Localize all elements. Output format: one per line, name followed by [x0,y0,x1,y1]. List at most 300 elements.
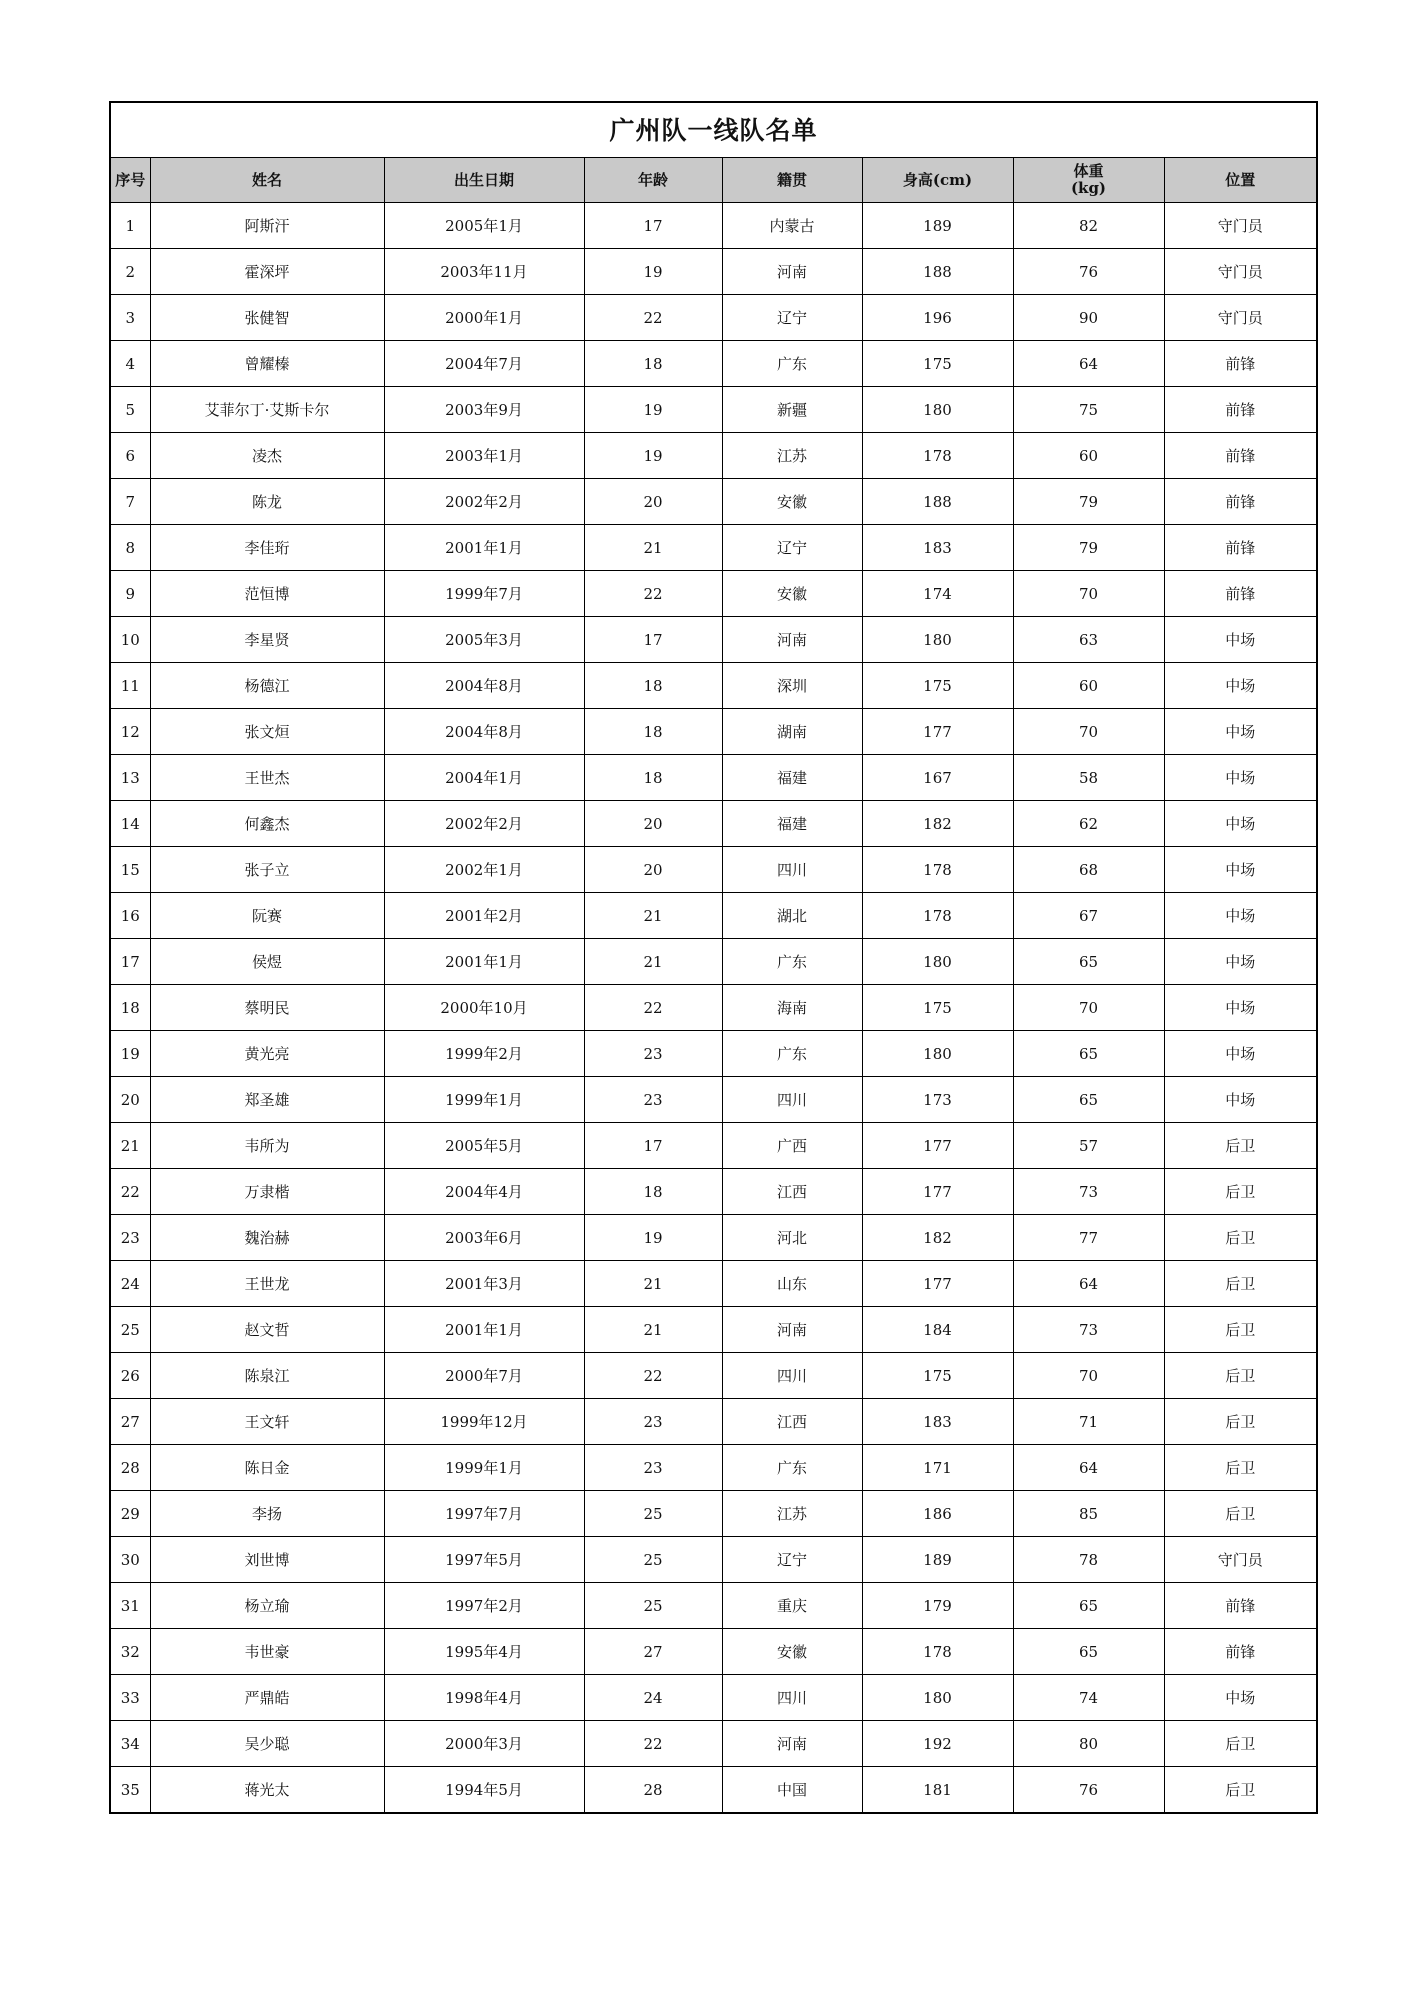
cell-origin: 广东 [722,1445,862,1491]
cell-age: 18 [584,755,722,801]
cell-weight: 65 [1013,1583,1164,1629]
cell-position: 后卫 [1164,1215,1317,1261]
cell-name: 李扬 [150,1491,384,1537]
cell-position: 前锋 [1164,571,1317,617]
cell-age: 23 [584,1399,722,1445]
table-row [110,571,1317,617]
table-row [110,1353,1317,1399]
cell-height: 180 [862,617,1013,663]
cell-height: 188 [862,479,1013,525]
cell-birth: 2001年2月 [384,893,584,939]
cell-position: 前锋 [1164,341,1317,387]
cell-position: 前锋 [1164,479,1317,525]
cell-weight: 82 [1013,203,1164,249]
cell-birth: 2003年6月 [384,1215,584,1261]
cell-index: 18 [110,985,150,1031]
cell-weight: 70 [1013,709,1164,755]
cell-weight: 65 [1013,939,1164,985]
cell-age: 18 [584,663,722,709]
cell-height: 177 [862,1261,1013,1307]
cell-name: 凌杰 [150,433,384,479]
cell-height: 175 [862,663,1013,709]
cell-origin: 山东 [722,1261,862,1307]
cell-name: 刘世博 [150,1537,384,1583]
cell-name: 陈龙 [150,479,384,525]
cell-weight: 62 [1013,801,1164,847]
cell-position: 中场 [1164,709,1317,755]
roster-sheet [109,101,1316,1814]
cell-origin: 福建 [722,755,862,801]
cell-origin: 江西 [722,1399,862,1445]
cell-weight: 60 [1013,663,1164,709]
cell-weight: 79 [1013,479,1164,525]
cell-height: 183 [862,525,1013,571]
cell-index: 5 [110,387,150,433]
cell-name: 何鑫杰 [150,801,384,847]
cell-age: 18 [584,341,722,387]
cell-index: 7 [110,479,150,525]
table-row [110,1445,1317,1491]
table-row [110,525,1317,571]
cell-age: 19 [584,249,722,295]
cell-birth: 2001年3月 [384,1261,584,1307]
cell-height: 180 [862,1675,1013,1721]
cell-name: 郑圣雄 [150,1077,384,1123]
cell-index: 13 [110,755,150,801]
cell-age: 22 [584,1721,722,1767]
cell-name: 阿斯汗 [150,203,384,249]
cell-birth: 1999年1月 [384,1077,584,1123]
cell-age: 24 [584,1675,722,1721]
table-row [110,249,1317,295]
cell-weight: 64 [1013,1261,1164,1307]
cell-origin: 河北 [722,1215,862,1261]
cell-index: 4 [110,341,150,387]
cell-index: 1 [110,203,150,249]
cell-index: 29 [110,1491,150,1537]
header-col-birth: 出生日期 [384,158,584,203]
cell-age: 21 [584,525,722,571]
cell-index: 11 [110,663,150,709]
cell-height: 189 [862,1537,1013,1583]
cell-age: 22 [584,295,722,341]
cell-origin: 江西 [722,1169,862,1215]
table-row [110,1123,1317,1169]
cell-weight: 77 [1013,1215,1164,1261]
table-row [110,295,1317,341]
cell-origin: 安徽 [722,479,862,525]
cell-origin: 四川 [722,847,862,893]
cell-height: 177 [862,1123,1013,1169]
table-row [110,1537,1317,1583]
cell-height: 196 [862,295,1013,341]
cell-origin: 福建 [722,801,862,847]
cell-age: 22 [584,1353,722,1399]
cell-birth: 2000年10月 [384,985,584,1031]
cell-name: 黄光亮 [150,1031,384,1077]
header-col-origin: 籍贯 [722,158,862,203]
cell-name: 万隶楷 [150,1169,384,1215]
cell-index: 24 [110,1261,150,1307]
cell-origin: 深圳 [722,663,862,709]
cell-index: 22 [110,1169,150,1215]
cell-name: 韦所为 [150,1123,384,1169]
cell-age: 17 [584,617,722,663]
cell-position: 中场 [1164,985,1317,1031]
cell-height: 180 [862,939,1013,985]
cell-age: 25 [584,1583,722,1629]
table-row [110,663,1317,709]
cell-index: 34 [110,1721,150,1767]
cell-position: 前锋 [1164,1629,1317,1675]
cell-name: 张健智 [150,295,384,341]
cell-weight: 78 [1013,1537,1164,1583]
cell-index: 12 [110,709,150,755]
cell-name: 王世龙 [150,1261,384,1307]
cell-position: 中场 [1164,893,1317,939]
cell-birth: 2000年7月 [384,1353,584,1399]
cell-height: 182 [862,801,1013,847]
cell-origin: 江苏 [722,433,862,479]
table-row [110,1077,1317,1123]
cell-name: 吴少聪 [150,1721,384,1767]
cell-age: 17 [584,1123,722,1169]
cell-height: 180 [862,387,1013,433]
roster-body [110,203,1317,1814]
cell-weight: 75 [1013,387,1164,433]
cell-weight: 68 [1013,847,1164,893]
cell-weight: 76 [1013,249,1164,295]
cell-age: 20 [584,479,722,525]
cell-weight: 85 [1013,1491,1164,1537]
cell-height: 188 [862,249,1013,295]
table-row [110,1169,1317,1215]
cell-birth: 1999年1月 [384,1445,584,1491]
cell-origin: 河南 [722,1307,862,1353]
cell-age: 20 [584,801,722,847]
cell-height: 180 [862,1031,1013,1077]
cell-birth: 2001年1月 [384,1307,584,1353]
cell-index: 10 [110,617,150,663]
cell-weight: 64 [1013,1445,1164,1491]
cell-birth: 2002年1月 [384,847,584,893]
cell-age: 17 [584,203,722,249]
cell-birth: 2002年2月 [384,479,584,525]
cell-name: 王文轩 [150,1399,384,1445]
cell-origin: 河南 [722,1721,862,1767]
cell-index: 33 [110,1675,150,1721]
cell-height: 174 [862,571,1013,617]
table-row [110,755,1317,801]
cell-age: 19 [584,433,722,479]
cell-index: 20 [110,1077,150,1123]
cell-position: 守门员 [1164,249,1317,295]
cell-age: 25 [584,1491,722,1537]
cell-height: 178 [862,433,1013,479]
cell-age: 19 [584,387,722,433]
header-row [110,158,1317,203]
cell-name: 范恒博 [150,571,384,617]
cell-position: 后卫 [1164,1767,1317,1814]
cell-weight: 65 [1013,1077,1164,1123]
cell-name: 曾耀榛 [150,341,384,387]
table-row [110,1399,1317,1445]
table-row [110,985,1317,1031]
cell-birth: 2002年2月 [384,801,584,847]
cell-birth: 2004年7月 [384,341,584,387]
cell-index: 31 [110,1583,150,1629]
cell-birth: 2001年1月 [384,525,584,571]
table-row [110,709,1317,755]
cell-position: 中场 [1164,617,1317,663]
cell-weight: 71 [1013,1399,1164,1445]
cell-birth: 1997年7月 [384,1491,584,1537]
cell-birth: 2003年1月 [384,433,584,479]
cell-name: 杨立瑜 [150,1583,384,1629]
cell-origin: 河南 [722,617,862,663]
cell-birth: 1999年12月 [384,1399,584,1445]
cell-height: 173 [862,1077,1013,1123]
cell-origin: 四川 [722,1077,862,1123]
cell-origin: 湖南 [722,709,862,755]
cell-birth: 1994年5月 [384,1767,584,1814]
table-row [110,479,1317,525]
cell-age: 25 [584,1537,722,1583]
cell-birth: 2004年8月 [384,663,584,709]
cell-birth: 1995年4月 [384,1629,584,1675]
cell-age: 22 [584,571,722,617]
cell-index: 8 [110,525,150,571]
cell-weight: 90 [1013,295,1164,341]
table-row [110,939,1317,985]
table-row [110,847,1317,893]
cell-position: 后卫 [1164,1123,1317,1169]
cell-age: 21 [584,1307,722,1353]
cell-name: 霍深坪 [150,249,384,295]
cell-origin: 辽宁 [722,295,862,341]
cell-weight: 64 [1013,341,1164,387]
cell-position: 中场 [1164,1675,1317,1721]
cell-birth: 2003年9月 [384,387,584,433]
cell-position: 后卫 [1164,1445,1317,1491]
cell-index: 17 [110,939,150,985]
cell-age: 27 [584,1629,722,1675]
cell-origin: 辽宁 [722,1537,862,1583]
cell-position: 后卫 [1164,1169,1317,1215]
cell-birth: 2005年1月 [384,203,584,249]
cell-position: 中场 [1164,801,1317,847]
cell-index: 27 [110,1399,150,1445]
cell-birth: 1999年7月 [384,571,584,617]
cell-index: 32 [110,1629,150,1675]
cell-origin: 广东 [722,939,862,985]
cell-index: 19 [110,1031,150,1077]
cell-name: 蒋光太 [150,1767,384,1814]
cell-position: 守门员 [1164,1537,1317,1583]
cell-name: 张文烜 [150,709,384,755]
cell-name: 赵文哲 [150,1307,384,1353]
cell-birth: 2000年1月 [384,295,584,341]
cell-origin: 湖北 [722,893,862,939]
cell-height: 177 [862,709,1013,755]
cell-birth: 2004年8月 [384,709,584,755]
cell-origin: 内蒙古 [722,203,862,249]
cell-age: 18 [584,1169,722,1215]
cell-origin: 辽宁 [722,525,862,571]
cell-age: 20 [584,847,722,893]
cell-origin: 安徽 [722,571,862,617]
cell-height: 189 [862,203,1013,249]
cell-position: 后卫 [1164,1307,1317,1353]
cell-weight: 73 [1013,1169,1164,1215]
cell-height: 167 [862,755,1013,801]
cell-position: 后卫 [1164,1261,1317,1307]
cell-weight: 70 [1013,1353,1164,1399]
table-row [110,617,1317,663]
cell-name: 陈泉江 [150,1353,384,1399]
roster-table [109,101,1318,1814]
cell-origin: 安徽 [722,1629,862,1675]
cell-index: 23 [110,1215,150,1261]
cell-name: 魏治赫 [150,1215,384,1261]
cell-age: 22 [584,985,722,1031]
cell-name: 王世杰 [150,755,384,801]
cell-index: 2 [110,249,150,295]
cell-birth: 2004年4月 [384,1169,584,1215]
cell-index: 26 [110,1353,150,1399]
cell-birth: 2001年1月 [384,939,584,985]
cell-position: 前锋 [1164,433,1317,479]
cell-position: 中场 [1164,663,1317,709]
cell-position: 前锋 [1164,525,1317,571]
cell-height: 177 [862,1169,1013,1215]
cell-height: 175 [862,1353,1013,1399]
cell-weight: 58 [1013,755,1164,801]
cell-weight: 70 [1013,571,1164,617]
cell-weight: 67 [1013,893,1164,939]
cell-index: 9 [110,571,150,617]
cell-name: 艾菲尔丁·艾斯卡尔 [150,387,384,433]
table-row [110,1583,1317,1629]
cell-birth: 2005年3月 [384,617,584,663]
cell-weight: 80 [1013,1721,1164,1767]
table-row [110,1031,1317,1077]
cell-height: 179 [862,1583,1013,1629]
cell-index: 3 [110,295,150,341]
cell-origin: 新疆 [722,387,862,433]
cell-position: 后卫 [1164,1491,1317,1537]
cell-index: 14 [110,801,150,847]
cell-position: 中场 [1164,939,1317,985]
cell-position: 中场 [1164,1077,1317,1123]
cell-origin: 四川 [722,1675,862,1721]
cell-position: 中场 [1164,755,1317,801]
cell-origin: 广西 [722,1123,862,1169]
cell-birth: 2004年1月 [384,755,584,801]
cell-age: 19 [584,1215,722,1261]
cell-position: 后卫 [1164,1399,1317,1445]
table-row [110,1629,1317,1675]
cell-age: 21 [584,1261,722,1307]
cell-weight: 74 [1013,1675,1164,1721]
cell-name: 张子立 [150,847,384,893]
table-row [110,433,1317,479]
cell-position: 后卫 [1164,1721,1317,1767]
cell-name: 李星贤 [150,617,384,663]
cell-name: 严鼎皓 [150,1675,384,1721]
table-row [110,1767,1317,1814]
table-row [110,1261,1317,1307]
cell-height: 178 [862,893,1013,939]
cell-weight: 73 [1013,1307,1164,1353]
cell-age: 21 [584,893,722,939]
cell-index: 15 [110,847,150,893]
cell-name: 杨德江 [150,663,384,709]
table-row [110,203,1317,249]
cell-position: 中场 [1164,847,1317,893]
cell-position: 守门员 [1164,295,1317,341]
cell-origin: 广东 [722,341,862,387]
cell-name: 陈日金 [150,1445,384,1491]
cell-position: 前锋 [1164,1583,1317,1629]
cell-birth: 1999年2月 [384,1031,584,1077]
cell-height: 186 [862,1491,1013,1537]
cell-birth: 1998年4月 [384,1675,584,1721]
cell-name: 蔡明民 [150,985,384,1031]
cell-name: 韦世豪 [150,1629,384,1675]
cell-weight: 60 [1013,433,1164,479]
cell-index: 30 [110,1537,150,1583]
table-row [110,387,1317,433]
cell-birth: 1997年5月 [384,1537,584,1583]
cell-index: 6 [110,433,150,479]
table-row [110,893,1317,939]
cell-age: 18 [584,709,722,755]
cell-weight: 65 [1013,1031,1164,1077]
cell-age: 28 [584,1767,722,1814]
table-row [110,1215,1317,1261]
cell-name: 阮赛 [150,893,384,939]
cell-height: 175 [862,341,1013,387]
cell-name: 李佳珩 [150,525,384,571]
cell-origin: 江苏 [722,1491,862,1537]
header-col-weight: 体重 (kg) [1013,158,1164,203]
cell-age: 21 [584,939,722,985]
cell-height: 178 [862,847,1013,893]
table-row [110,341,1317,387]
header-col-height: 身高(cm) [862,158,1013,203]
cell-origin: 中国 [722,1767,862,1814]
cell-position: 后卫 [1164,1353,1317,1399]
header-col-index: 序号 [110,158,150,203]
cell-weight: 79 [1013,525,1164,571]
cell-index: 35 [110,1767,150,1814]
cell-height: 181 [862,1767,1013,1814]
header-col-age: 年龄 [584,158,722,203]
cell-height: 183 [862,1399,1013,1445]
cell-height: 182 [862,1215,1013,1261]
cell-height: 175 [862,985,1013,1031]
cell-origin: 海南 [722,985,862,1031]
cell-height: 184 [862,1307,1013,1353]
cell-index: 21 [110,1123,150,1169]
cell-origin: 四川 [722,1353,862,1399]
cell-weight: 65 [1013,1629,1164,1675]
cell-age: 23 [584,1445,722,1491]
cell-origin: 广东 [722,1031,862,1077]
cell-weight: 57 [1013,1123,1164,1169]
cell-position: 前锋 [1164,387,1317,433]
